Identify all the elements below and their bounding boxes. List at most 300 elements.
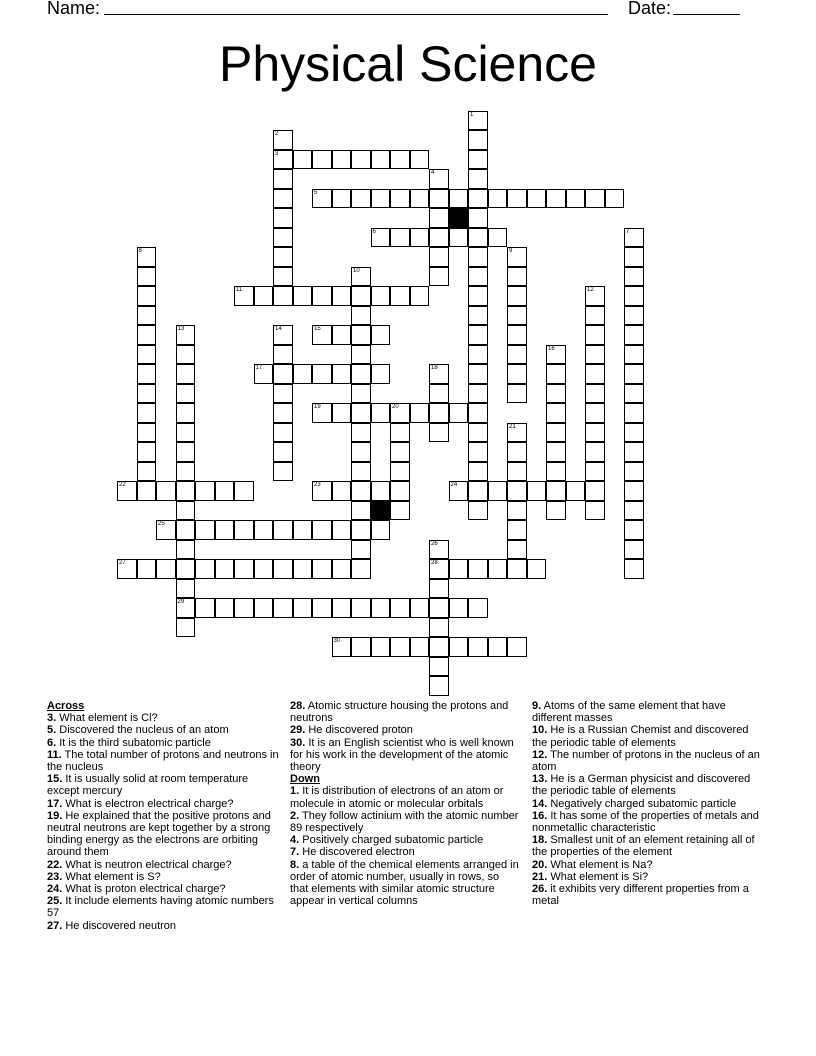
grid-cell[interactable] <box>390 423 410 443</box>
grid-cell[interactable] <box>468 462 488 482</box>
grid-cell[interactable] <box>390 228 410 248</box>
grid-cell[interactable] <box>137 423 157 443</box>
grid-cell[interactable] <box>468 306 488 326</box>
grid-cell[interactable] <box>429 403 449 423</box>
grid-cell[interactable] <box>156 559 176 579</box>
grid-cell[interactable] <box>468 559 488 579</box>
grid-cell[interactable] <box>507 286 527 306</box>
grid-cell[interactable] <box>390 462 410 482</box>
across-clue: 5. Discovered the nucleus of an atom <box>47 724 229 737</box>
grid-cell[interactable] <box>585 462 605 482</box>
grid-cell[interactable] <box>254 286 274 306</box>
grid-cell[interactable] <box>546 403 566 423</box>
grid-cell[interactable] <box>468 481 488 501</box>
grid-cell[interactable] <box>273 247 293 267</box>
grid-cell[interactable] <box>351 267 371 287</box>
grid-cell[interactable] <box>585 481 605 501</box>
grid-cell[interactable] <box>312 520 332 540</box>
grid-cell[interactable] <box>137 403 157 423</box>
grid-cell[interactable] <box>449 637 469 657</box>
grid-cell[interactable] <box>468 247 488 267</box>
grid-cell[interactable] <box>429 657 449 677</box>
grid-cell[interactable] <box>624 442 644 462</box>
grid-cell[interactable] <box>527 559 547 579</box>
grid-cell[interactable] <box>546 501 566 521</box>
grid-cell[interactable] <box>176 364 196 384</box>
grid-cell[interactable] <box>176 501 196 521</box>
grid-cell[interactable] <box>468 169 488 189</box>
grid-cell[interactable] <box>351 598 371 618</box>
grid-cell[interactable] <box>332 481 352 501</box>
grid-cell[interactable] <box>351 306 371 326</box>
grid-cell[interactable] <box>429 189 449 209</box>
grid-cell[interactable] <box>176 481 196 501</box>
grid-cell[interactable] <box>137 384 157 404</box>
grid-cell[interactable] <box>371 637 391 657</box>
grid-cell[interactable] <box>234 481 254 501</box>
grid-cell[interactable] <box>117 481 137 501</box>
grid-cell[interactable] <box>137 247 157 267</box>
grid-cell[interactable] <box>332 520 352 540</box>
grid-cell[interactable] <box>390 150 410 170</box>
grid-cell[interactable] <box>273 286 293 306</box>
grid-cell[interactable] <box>273 189 293 209</box>
across-clue: 3. What element is Cl? <box>47 712 158 725</box>
grid-cell[interactable] <box>176 579 196 599</box>
grid-cell[interactable] <box>468 189 488 209</box>
clue-column-1 <box>47 700 279 932</box>
grid-cell[interactable] <box>624 540 644 560</box>
grid-cell[interactable] <box>176 618 196 638</box>
grid-cell[interactable] <box>390 189 410 209</box>
grid-cell[interactable] <box>624 306 644 326</box>
grid-cell[interactable] <box>273 208 293 228</box>
grid-cell[interactable] <box>507 442 527 462</box>
grid-cell[interactable] <box>585 345 605 365</box>
grid-cell[interactable] <box>585 423 605 443</box>
grid-cell[interactable] <box>624 559 644 579</box>
grid-cell[interactable] <box>371 364 391 384</box>
grid-cell[interactable] <box>507 189 527 209</box>
grid-cell[interactable] <box>624 228 644 248</box>
grid-cell[interactable] <box>371 189 391 209</box>
grid-cell[interactable] <box>527 189 547 209</box>
grid-cell[interactable] <box>156 481 176 501</box>
grid-cell[interactable] <box>312 286 332 306</box>
grid-cell[interactable] <box>507 267 527 287</box>
grid-cell[interactable] <box>293 286 313 306</box>
grid-cell[interactable] <box>410 228 430 248</box>
grid-cell[interactable] <box>351 325 371 345</box>
grid-cell[interactable] <box>468 501 488 521</box>
grid-cell[interactable] <box>468 364 488 384</box>
grid-cell[interactable] <box>137 559 157 579</box>
grid-cell[interactable] <box>351 189 371 209</box>
grid-cell[interactable] <box>176 559 196 579</box>
grid-cell[interactable] <box>507 384 527 404</box>
grid-cell[interactable] <box>312 189 332 209</box>
grid-cell[interactable] <box>507 364 527 384</box>
grid-cell[interactable] <box>137 462 157 482</box>
grid-cell[interactable] <box>254 598 274 618</box>
grid-cell[interactable] <box>351 637 371 657</box>
grid-cell[interactable] <box>429 423 449 443</box>
grid-cell[interactable] <box>351 442 371 462</box>
grid-cell[interactable] <box>507 462 527 482</box>
grid-cell[interactable] <box>137 325 157 345</box>
grid-cell[interactable] <box>371 228 391 248</box>
grid-cell[interactable] <box>273 364 293 384</box>
grid-cell[interactable] <box>293 559 313 579</box>
grid-cell[interactable] <box>312 325 332 345</box>
grid-cell[interactable] <box>410 150 430 170</box>
grid-cell[interactable] <box>546 442 566 462</box>
grid-cell[interactable] <box>273 345 293 365</box>
clue-number: 16 <box>548 345 555 352</box>
grid-cell[interactable] <box>215 559 235 579</box>
grid-cell[interactable] <box>273 150 293 170</box>
grid-cell[interactable] <box>371 481 391 501</box>
grid-cell[interactable] <box>390 442 410 462</box>
grid-cell[interactable] <box>176 403 196 423</box>
grid-cell[interactable] <box>488 228 508 248</box>
grid-cell[interactable] <box>429 384 449 404</box>
down-clue: 20. What element is Na? <box>532 858 653 871</box>
grid-cell[interactable] <box>624 403 644 423</box>
grid-cell[interactable] <box>273 520 293 540</box>
grid-cell[interactable] <box>137 442 157 462</box>
grid-cell[interactable] <box>351 501 371 521</box>
grid-cell[interactable] <box>371 325 391 345</box>
down-clue: 8. a table of the chemical elements arranged in order of atomic number, usually in rows, so that elements with similar atomic structure appear in vertical columns <box>290 858 519 908</box>
grid-cell[interactable] <box>137 267 157 287</box>
grid-cell[interactable] <box>176 540 196 560</box>
grid-cell[interactable] <box>215 520 235 540</box>
grid-cell[interactable] <box>273 130 293 150</box>
grid-cell[interactable] <box>449 598 469 618</box>
grid-cell[interactable] <box>507 325 527 345</box>
grid-cell[interactable] <box>507 540 527 560</box>
grid-cell[interactable] <box>351 286 371 306</box>
grid-cell[interactable] <box>527 481 547 501</box>
grid-cell[interactable] <box>507 481 527 501</box>
grid-cell[interactable] <box>332 189 352 209</box>
grid-cell[interactable] <box>585 306 605 326</box>
grid-cell[interactable] <box>137 306 157 326</box>
grid-cell[interactable] <box>371 403 391 423</box>
down-clue: 26. it exhibits very different properties from a metal <box>532 883 749 908</box>
grid-cell[interactable] <box>429 637 449 657</box>
grid-cell[interactable] <box>137 286 157 306</box>
grid-cell[interactable] <box>390 481 410 501</box>
grid-cell[interactable] <box>273 384 293 404</box>
grid-cell[interactable] <box>507 559 527 579</box>
grid-cell[interactable] <box>546 462 566 482</box>
grid-cell[interactable] <box>332 403 352 423</box>
grid-cell[interactable] <box>332 559 352 579</box>
grid-cell[interactable] <box>195 559 215 579</box>
grid-cell[interactable] <box>566 481 586 501</box>
grid-cell[interactable] <box>468 403 488 423</box>
grid-cell[interactable] <box>488 559 508 579</box>
down-clue: 18. Smallest unit of an element retaining all of the properties of the element <box>532 834 755 859</box>
grid-cell[interactable] <box>117 559 137 579</box>
grid-cell[interactable] <box>449 481 469 501</box>
grid-cell[interactable] <box>410 598 430 618</box>
grid-cell[interactable] <box>195 481 215 501</box>
across-clue: 15. It is usually solid at room temperature except mercury <box>47 773 249 798</box>
grid-cell[interactable] <box>351 559 371 579</box>
grid-cell[interactable] <box>332 598 352 618</box>
grid-cell[interactable] <box>351 423 371 443</box>
grid-cell[interactable] <box>624 345 644 365</box>
grid-cell[interactable] <box>429 579 449 599</box>
grid-cell[interactable] <box>410 637 430 657</box>
grid-cell[interactable] <box>293 364 313 384</box>
grid-cell[interactable] <box>468 598 488 618</box>
grid-cell[interactable] <box>468 111 488 131</box>
grid-cell[interactable] <box>390 286 410 306</box>
grid-cell[interactable] <box>273 169 293 189</box>
grid-cell[interactable] <box>273 325 293 345</box>
grid-cell[interactable] <box>410 286 430 306</box>
grid-cell[interactable] <box>429 540 449 560</box>
grid-cell[interactable] <box>585 384 605 404</box>
grid-cell[interactable] <box>332 325 352 345</box>
grid-cell[interactable] <box>254 520 274 540</box>
grid-cell[interactable] <box>507 520 527 540</box>
grid-cell[interactable] <box>624 247 644 267</box>
grid-cell[interactable] <box>429 169 449 189</box>
grid-cell[interactable] <box>351 345 371 365</box>
grid-cell[interactable] <box>293 598 313 618</box>
grid-cell[interactable] <box>332 364 352 384</box>
grid-cell[interactable] <box>312 481 332 501</box>
grid-cell[interactable] <box>195 520 215 540</box>
grid-cell[interactable] <box>585 364 605 384</box>
across-clue: 22. What is neutron electrical charge? <box>47 858 232 871</box>
grid-cell[interactable] <box>137 345 157 365</box>
grid-cell[interactable] <box>371 598 391 618</box>
grid-cell[interactable] <box>195 598 215 618</box>
grid-cell[interactable] <box>137 364 157 384</box>
clue-number: 13 <box>177 326 185 332</box>
grid-cell[interactable] <box>273 403 293 423</box>
grid-cell[interactable] <box>507 637 527 657</box>
grid-cell[interactable] <box>312 598 332 618</box>
clue-number: 23 <box>314 482 321 488</box>
grid-cell[interactable] <box>624 423 644 443</box>
grid-cell[interactable] <box>351 150 371 170</box>
grid-cell[interactable] <box>585 442 605 462</box>
grid-cell[interactable] <box>234 520 254 540</box>
grid-cell[interactable] <box>507 345 527 365</box>
grid-cell[interactable] <box>351 520 371 540</box>
grid-cell[interactable] <box>566 189 586 209</box>
clue-number: 30 <box>333 638 341 644</box>
grid-cell[interactable] <box>351 403 371 423</box>
grid-cell[interactable] <box>273 228 293 248</box>
grid-cell[interactable] <box>429 618 449 638</box>
clue-number: 26 <box>431 540 438 547</box>
grid-cell[interactable] <box>468 267 488 287</box>
grid-cell[interactable] <box>332 637 352 657</box>
grid-cell[interactable] <box>390 403 410 423</box>
grid-cell[interactable] <box>371 150 391 170</box>
grid-cell[interactable] <box>624 267 644 287</box>
grid-cell[interactable] <box>429 267 449 287</box>
grid-cell[interactable] <box>156 520 176 540</box>
grid-cell[interactable] <box>254 559 274 579</box>
grid-cell[interactable] <box>332 286 352 306</box>
grid-cell[interactable] <box>176 423 196 443</box>
grid-cell[interactable] <box>488 189 508 209</box>
grid-cell[interactable] <box>449 189 469 209</box>
down-clue: 14. Negatively charged subatomic particle <box>532 797 737 810</box>
grid-cell[interactable] <box>468 286 488 306</box>
name-label: Name: <box>47 0 101 18</box>
grid-cell[interactable] <box>312 150 332 170</box>
grid-cell[interactable] <box>468 384 488 404</box>
grid-cell[interactable] <box>507 306 527 326</box>
across-clue: 25. It include elements having atomic numbers 57 <box>47 895 274 920</box>
grid-cell[interactable] <box>468 423 488 443</box>
grid-cell[interactable] <box>351 481 371 501</box>
down-clue: 4. Positively charged subatomic particle <box>290 834 484 847</box>
grid-cell[interactable] <box>468 208 488 228</box>
grid-cell[interactable] <box>429 228 449 248</box>
date-label: Date: <box>628 0 672 18</box>
grid-cell[interactable] <box>624 325 644 345</box>
grid-cell[interactable] <box>507 501 527 521</box>
grid-cell[interactable] <box>273 598 293 618</box>
grid-cell[interactable] <box>254 364 274 384</box>
grid-cell[interactable] <box>234 559 254 579</box>
grid-cell[interactable] <box>390 501 410 521</box>
grid-cell[interactable] <box>429 364 449 384</box>
grid-cell[interactable] <box>488 637 508 657</box>
grid-cell[interactable] <box>176 345 196 365</box>
clue-number: 14 <box>275 326 282 332</box>
clue-number: 5 <box>314 189 318 196</box>
grid-cell[interactable] <box>507 247 527 267</box>
grid-cell[interactable] <box>176 598 196 618</box>
grid-cell[interactable] <box>605 189 625 209</box>
grid-cell[interactable] <box>468 637 488 657</box>
grid-cell[interactable] <box>585 189 605 209</box>
clue-number: 6 <box>372 228 376 235</box>
grid-cell[interactable] <box>488 481 508 501</box>
grid-cell[interactable] <box>176 462 196 482</box>
grid-cell[interactable] <box>507 423 527 443</box>
grid-cell[interactable] <box>176 520 196 540</box>
clue-number: 25 <box>158 521 165 527</box>
grid-cell[interactable] <box>176 325 196 345</box>
grid-cell[interactable] <box>390 598 410 618</box>
grid-cell[interactable] <box>137 481 157 501</box>
grid-cell[interactable] <box>468 442 488 462</box>
grid-cell[interactable] <box>585 501 605 521</box>
grid-cell[interactable] <box>273 442 293 462</box>
grid-cell[interactable] <box>546 364 566 384</box>
grid-cell[interactable] <box>546 345 566 365</box>
grid-cell[interactable] <box>546 423 566 443</box>
grid-cell[interactable] <box>351 384 371 404</box>
clue-number: 7 <box>626 228 630 235</box>
grid-cell[interactable] <box>312 364 332 384</box>
grid-cell[interactable] <box>429 559 449 579</box>
across-clue: 28. Atomic structure housing the protons and neutrons <box>290 700 509 725</box>
grid-cell[interactable] <box>624 286 644 306</box>
grid-cell[interactable] <box>546 481 566 501</box>
clue-number: 15 <box>314 326 321 332</box>
grid-cell[interactable] <box>624 462 644 482</box>
grid-cell[interactable] <box>234 286 254 306</box>
clue-number: 24 <box>450 482 458 488</box>
grid-cell[interactable] <box>449 559 469 579</box>
grid-cell[interactable] <box>390 637 410 657</box>
grid-cell[interactable] <box>468 345 488 365</box>
grid-cell[interactable] <box>176 384 196 404</box>
grid-cell[interactable] <box>351 540 371 560</box>
grid-cell[interactable] <box>468 228 488 248</box>
clue-number: 28 <box>431 560 438 566</box>
grid-cell[interactable] <box>312 403 332 423</box>
grid-cell[interactable] <box>429 676 449 696</box>
grid-cell[interactable] <box>585 325 605 345</box>
grid-cell[interactable] <box>546 384 566 404</box>
grid-cell[interactable] <box>273 267 293 287</box>
grid-cell[interactable] <box>624 364 644 384</box>
grid-cell[interactable] <box>176 442 196 462</box>
grid-cell[interactable] <box>273 559 293 579</box>
grid-cell[interactable] <box>585 403 605 423</box>
grid-cell[interactable] <box>273 423 293 443</box>
grid-cell[interactable] <box>293 520 313 540</box>
grid-cell[interactable] <box>234 598 254 618</box>
grid-cell[interactable] <box>351 364 371 384</box>
grid-cell[interactable] <box>351 462 371 482</box>
grid-cell[interactable] <box>429 598 449 618</box>
grid-cell[interactable] <box>215 598 235 618</box>
across-clue: 27. He discovered neutron <box>47 919 177 932</box>
grid-cell[interactable] <box>371 286 391 306</box>
clue-number: 21 <box>509 423 516 430</box>
clue-number: 4 <box>431 170 435 176</box>
grid-cell[interactable] <box>624 520 644 540</box>
grid-cell[interactable] <box>624 501 644 521</box>
grid-cell[interactable] <box>449 228 469 248</box>
grid-cell[interactable] <box>332 150 352 170</box>
grid-cell[interactable] <box>449 403 469 423</box>
grid-cell[interactable] <box>624 481 644 501</box>
grid-cell[interactable] <box>468 150 488 170</box>
grid-cell[interactable] <box>429 247 449 267</box>
grid-cell[interactable] <box>410 189 430 209</box>
grid-cell[interactable] <box>624 384 644 404</box>
grid-cell[interactable] <box>429 208 449 228</box>
grid-cell[interactable] <box>410 403 430 423</box>
grid-cell[interactable] <box>371 520 391 540</box>
grid-cell[interactable] <box>273 462 293 482</box>
grid-cell[interactable] <box>546 189 566 209</box>
grid-cell[interactable] <box>215 481 235 501</box>
grid-cell[interactable] <box>312 559 332 579</box>
grid-cell[interactable] <box>468 130 488 150</box>
grid-cell[interactable] <box>585 286 605 306</box>
grid-cell[interactable] <box>468 325 488 345</box>
grid-cell[interactable] <box>293 150 313 170</box>
